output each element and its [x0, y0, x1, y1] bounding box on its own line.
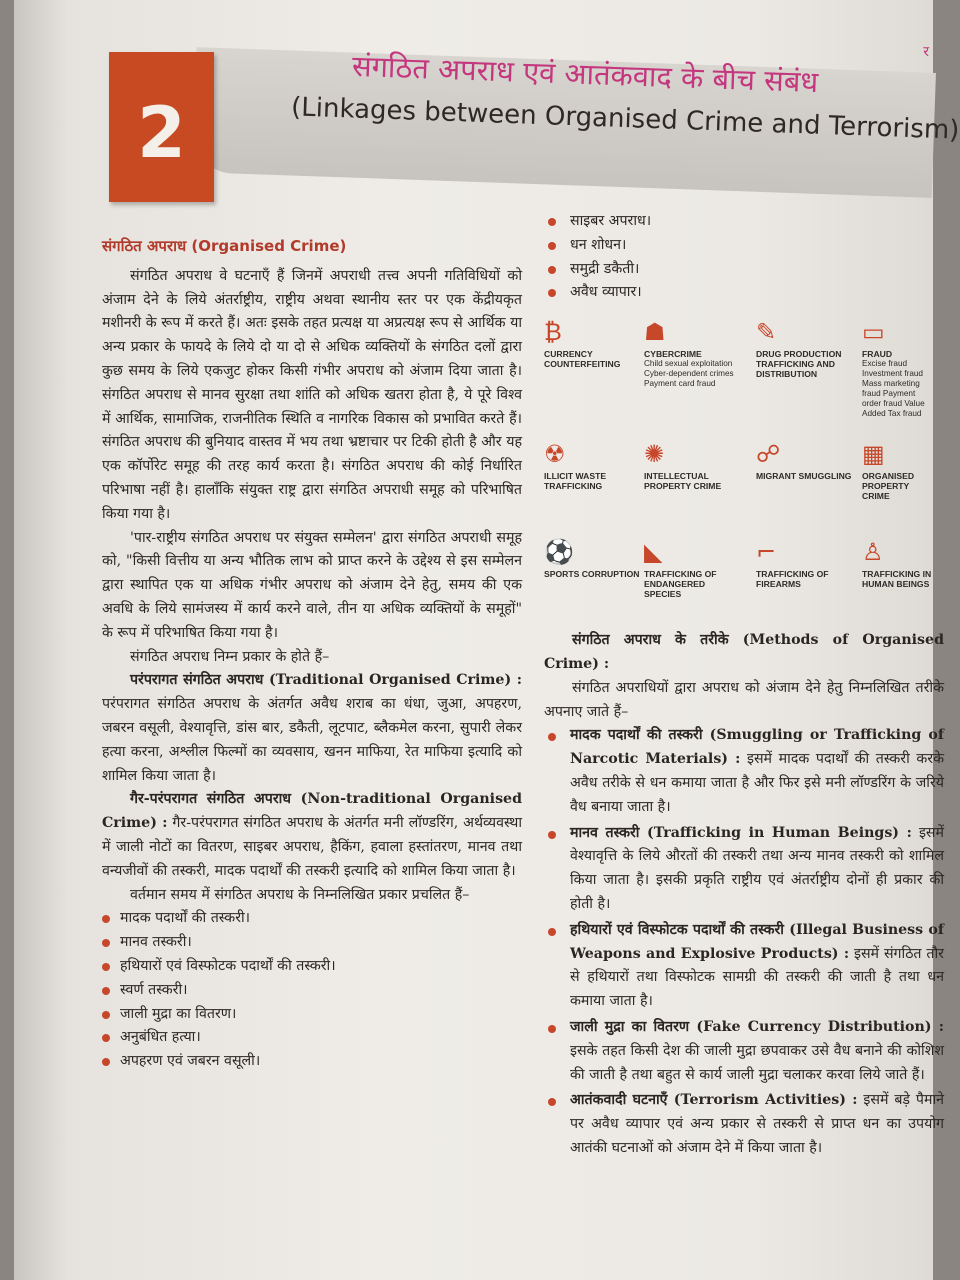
icon-cell	[756, 539, 856, 589]
list-item: हथियारों एवं विस्फोटक पदार्थों की तस्करी।	[98, 955, 522, 979]
icon-cell	[644, 319, 744, 389]
list-item: समुद्री डकैती।	[544, 258, 944, 282]
crime-icon-grid	[544, 319, 944, 619]
icon-cell	[644, 539, 744, 599]
icon-label: CURRENCY COUNTERFEITING	[544, 349, 621, 370]
method-item	[544, 724, 944, 819]
brain-icon: ✺	[644, 440, 665, 469]
icon-label: ORGANISED PROPERTY CRIME	[862, 471, 915, 502]
current-types-list	[102, 907, 522, 1074]
list-item: धन शोधन।	[544, 234, 944, 258]
list-item: मादक पदार्थों की तस्करी।	[98, 907, 522, 931]
list-item: अनुबंधित हत्या।	[98, 1026, 522, 1050]
icon-label: TRAFFICKING OF ENDANGERED SPECIES	[644, 569, 717, 600]
icon-label: TRAFFICKING IN HUMAN BEINGS	[862, 569, 932, 590]
traditional-label: परंपरागत संगठित अपराध (Traditional Organised Crime) :	[130, 672, 522, 689]
book-page	[14, 0, 960, 1280]
method-item	[544, 919, 944, 1014]
method-label: मानव तस्करी (Trafficking in Human Beings) :	[570, 824, 912, 841]
method-item	[544, 1089, 944, 1160]
traditional-text: परंपरागत संगठित अपराध के अंतर्गत अवैध शराब का धंधा, जुआ, अपहरण, जबरन वसूली, वेश्यावृत्ति, डांस बार, डकैती, लूटपाट, ब्लैकमेल करना, सुपारी लेकर हत्या करना, अश्लील फिल्मों का व्यवसाय, खनन माफिया, रेत माफिया इत्यादि को शामिल किया जाता है।	[102, 696, 522, 784]
list-item: जाली मुद्रा का वितरण।	[98, 1003, 522, 1027]
chapter-title-hindi: संगठित अपराध एवं आतंकवाद के बीच संबंध	[351, 48, 819, 100]
list-item: मानव तस्करी।	[98, 931, 522, 955]
ball-icon: ⚽	[544, 538, 574, 567]
chapter-title-english: (Linkages between Organised Crime and Terrorism)	[290, 92, 960, 146]
icon-cell	[862, 319, 934, 419]
icon-cell	[756, 319, 856, 379]
people-icon: ☍	[756, 440, 781, 469]
method-item	[544, 1016, 944, 1087]
page-edge-letter: र	[923, 44, 929, 60]
methods-heading: संगठित अपराध के तरीके (Methods of Organised Crime) :	[544, 632, 944, 672]
method-label: जाली मुद्रा का वितरण (Fake Currency Distribution) :	[570, 1018, 944, 1035]
icon-cell	[544, 539, 644, 579]
methods-list	[544, 724, 944, 1160]
chapter-number: 2	[137, 92, 186, 174]
list-item: अवैध व्यापार।	[544, 281, 944, 305]
nontraditional-label: गैर-परंपरागत संगठित अपराध (Non-traditional Organised Crime) :	[102, 791, 522, 832]
syringe-icon: ✎	[756, 318, 777, 347]
left-column	[102, 235, 522, 1074]
icon-cell	[756, 441, 856, 481]
current-types-intro: वर्तमान समय में संगठित अपराध के निम्नलिखित प्रकार प्रचलित हैं–	[130, 886, 470, 903]
icon-cell	[862, 441, 934, 501]
icon-label: SPORTS CORRUPTION	[544, 569, 640, 580]
icon-label: TRAFFICKING OF FIREARMS	[756, 569, 829, 590]
section-heading: संगठित अपराध (Organised Crime)	[102, 237, 347, 255]
icon-label: ILLICIT WASTE TRAFFICKING	[544, 471, 607, 492]
method-text: इसमें वेश्यावृत्ति के लिये औरतों की तस्करी तथा अन्य मानव तस्करी को शामिल किया जाता है। इसकी प्रकृति राष्ट्रीय एवं अंतर्राष्ट्रीय दोनों ही प्रकार की होती है।	[570, 824, 945, 912]
icon-label: INTELLECTUAL PROPERTY CRIME	[644, 471, 722, 492]
icon-label: DRUG PRODUCTION TRAFFICKING AND DISTRIBUTION	[756, 349, 842, 380]
hacker-icon: ☗	[644, 318, 666, 347]
method-text: इसमें संगठित तौर से हथियारों तथा विस्फोटक सामग्री की तस्करी की जाती है तथा धन कमाया जाता है।	[570, 945, 944, 1010]
method-text: इसके तहत किसी देश की जाली मुद्रा छपवाकर उसे वैध बनाने की कोशिश की जाती है तथा बहुत से कार्य जाली मुद्रा चलाकर करवा लिये जाते हैं।	[570, 1042, 944, 1083]
person-icon: ♙	[862, 538, 884, 567]
icon-sublabel: Child sexual exploitation Cyber-dependent crimes Payment card fraud	[644, 359, 734, 389]
top-list	[544, 210, 944, 305]
icon-label: MIGRANT SMUGGLING	[756, 471, 852, 482]
types-intro: संगठित अपराध निम्न प्रकार के होते हैं–	[130, 648, 330, 665]
list-item: स्वर्ण तस्करी।	[98, 979, 522, 1003]
icon-cell	[862, 539, 934, 589]
building-icon: ▦	[862, 440, 885, 469]
icon-cell	[644, 441, 744, 491]
radiation-icon: ☢	[544, 440, 566, 469]
methods-intro: संगठित अपराधियों द्वारा अपराध को अंजाम देने हेतु निम्नलिखित तरीके अपनाए जाते हैं–	[544, 679, 944, 720]
nontraditional-paragraph	[102, 788, 522, 883]
method-label: हथियारों एवं विस्फोटक पदार्थों की तस्करी (Illegal Business of Weapons and Explosive Products) :	[570, 921, 944, 962]
right-column	[544, 210, 944, 1163]
traditional-paragraph	[102, 669, 522, 788]
method-text: इसमें मादक पदार्थों की तस्करी करके अवैध तरीके से धन कमाया जाता है और फिर इसे मनी लॉण्डरिंग के जरिये वैध बनाया जाता है।	[570, 751, 945, 815]
nontraditional-text: गैर-परंपरागत संगठित अपराध के अंतर्गत मनी लॉण्डरिंग, अर्थव्यवस्था में जाली नोटों का वितरण, साइबर अपराध, हैकिंग, हवाला हस्तांतरण, मानव तथा वन्यजीवों की तस्करी, मादक पदार्थों की तस्करी इत्यादि को शामिल किया जाता है।	[102, 815, 522, 879]
gun-icon: ⌐	[756, 538, 777, 567]
list-item: साइबर अपराध।	[544, 210, 944, 234]
icon-label: CYBERCRIME	[644, 349, 702, 360]
method-label: मादक पदार्थों की तस्करी (Smuggling or Trafficking of Narcotic Materials) :	[570, 727, 944, 768]
icon-cell	[544, 319, 644, 369]
method-text: इसमें बड़े पैमाने पर अवैध व्यापार एवं अन्य प्रकार से तस्करी से प्राप्त धन का उपयोग आतंकी घटनाओं को अंजाम देने में किया जाता है।	[570, 1092, 944, 1156]
method-item	[544, 822, 944, 917]
icon-cell	[544, 441, 644, 491]
icon-sublabel: Excise fraud Investment fraud Mass marketing fraud Payment order fraud Value Added Tax fraud	[862, 359, 925, 419]
chapter-number-block	[109, 52, 214, 202]
icon-label: FRAUD	[862, 349, 893, 360]
card-icon: ▭	[862, 318, 885, 347]
list-item: अपहरण एवं जबरन वसूली।	[98, 1050, 522, 1074]
currency-icon: ₿	[544, 318, 562, 347]
intro-paragraph: संगठित अपराध वे घटनाएँ हैं जिनमें अपराधी तत्त्व अपनी गतिविधियों को अंजाम देने के लिये अंतर्राष्ट्रीय, राष्ट्रीय अथवा स्थानीय स्तर पर एक केंद्रीयकृत मशीनरी के रूप में करते हैं। अतः इसके तहत प्रत्यक्ष या अप्रत्यक्ष रूप से आर्थिक या अन्य प्रकार के फायदे के लिये दो या दो से अधिक व्यक्तियों के संगठित दलों द्वारा कुछ समय के लिये एकजुट होकर किसी गंभीर अपराध को अंजाम दिया जाता है। संगठित अपराध से मानव सुरक्षा तथा शांति को अधिक खतरा होता है, ये पूरे विश्व में आर्थिक, सामाजिक, राजनीतिक स्थिति व नागरिक विकास को प्रभावित करते हैं। संगठित अपराध की बुनियाद वास्तव में भय तथा भ्रष्टाचार पर टिकी होती है और यह एक कॉर्पोरेट समूह की तरह कार्य करता है। संगठित अपराध की कोई निर्धारित परिभाषा नहीं है। हालाँकि संयुक्त राष्ट्र द्वारा संगठित अपराधी समूह को परिभाषित किया गया है।	[102, 267, 522, 522]
rhino-icon: ◣	[644, 538, 663, 567]
un-definition-paragraph: 'पार-राष्ट्रीय संगठित अपराध पर संयुक्त सम्मेलन' द्वारा संगठित अपराधी समूह को, "किसी वित्तीय या अन्य भौतिक लाभ को प्राप्त करने के उद्देश्य से इस सम्मेलन द्वारा स्थापित एक या अधिक गंभीर अपराध को अंजाम देने हेतु, समय की एक अवधि के लिये सामंजस्य में कार्य करने वाले, तीन या अधिक व्यक्तियों के समूहों" के रूप में परिभाषित किया गया है।	[102, 529, 522, 641]
method-label: आतंकवादी घटनाएँ (Terrorism Activities) :	[570, 1092, 858, 1109]
